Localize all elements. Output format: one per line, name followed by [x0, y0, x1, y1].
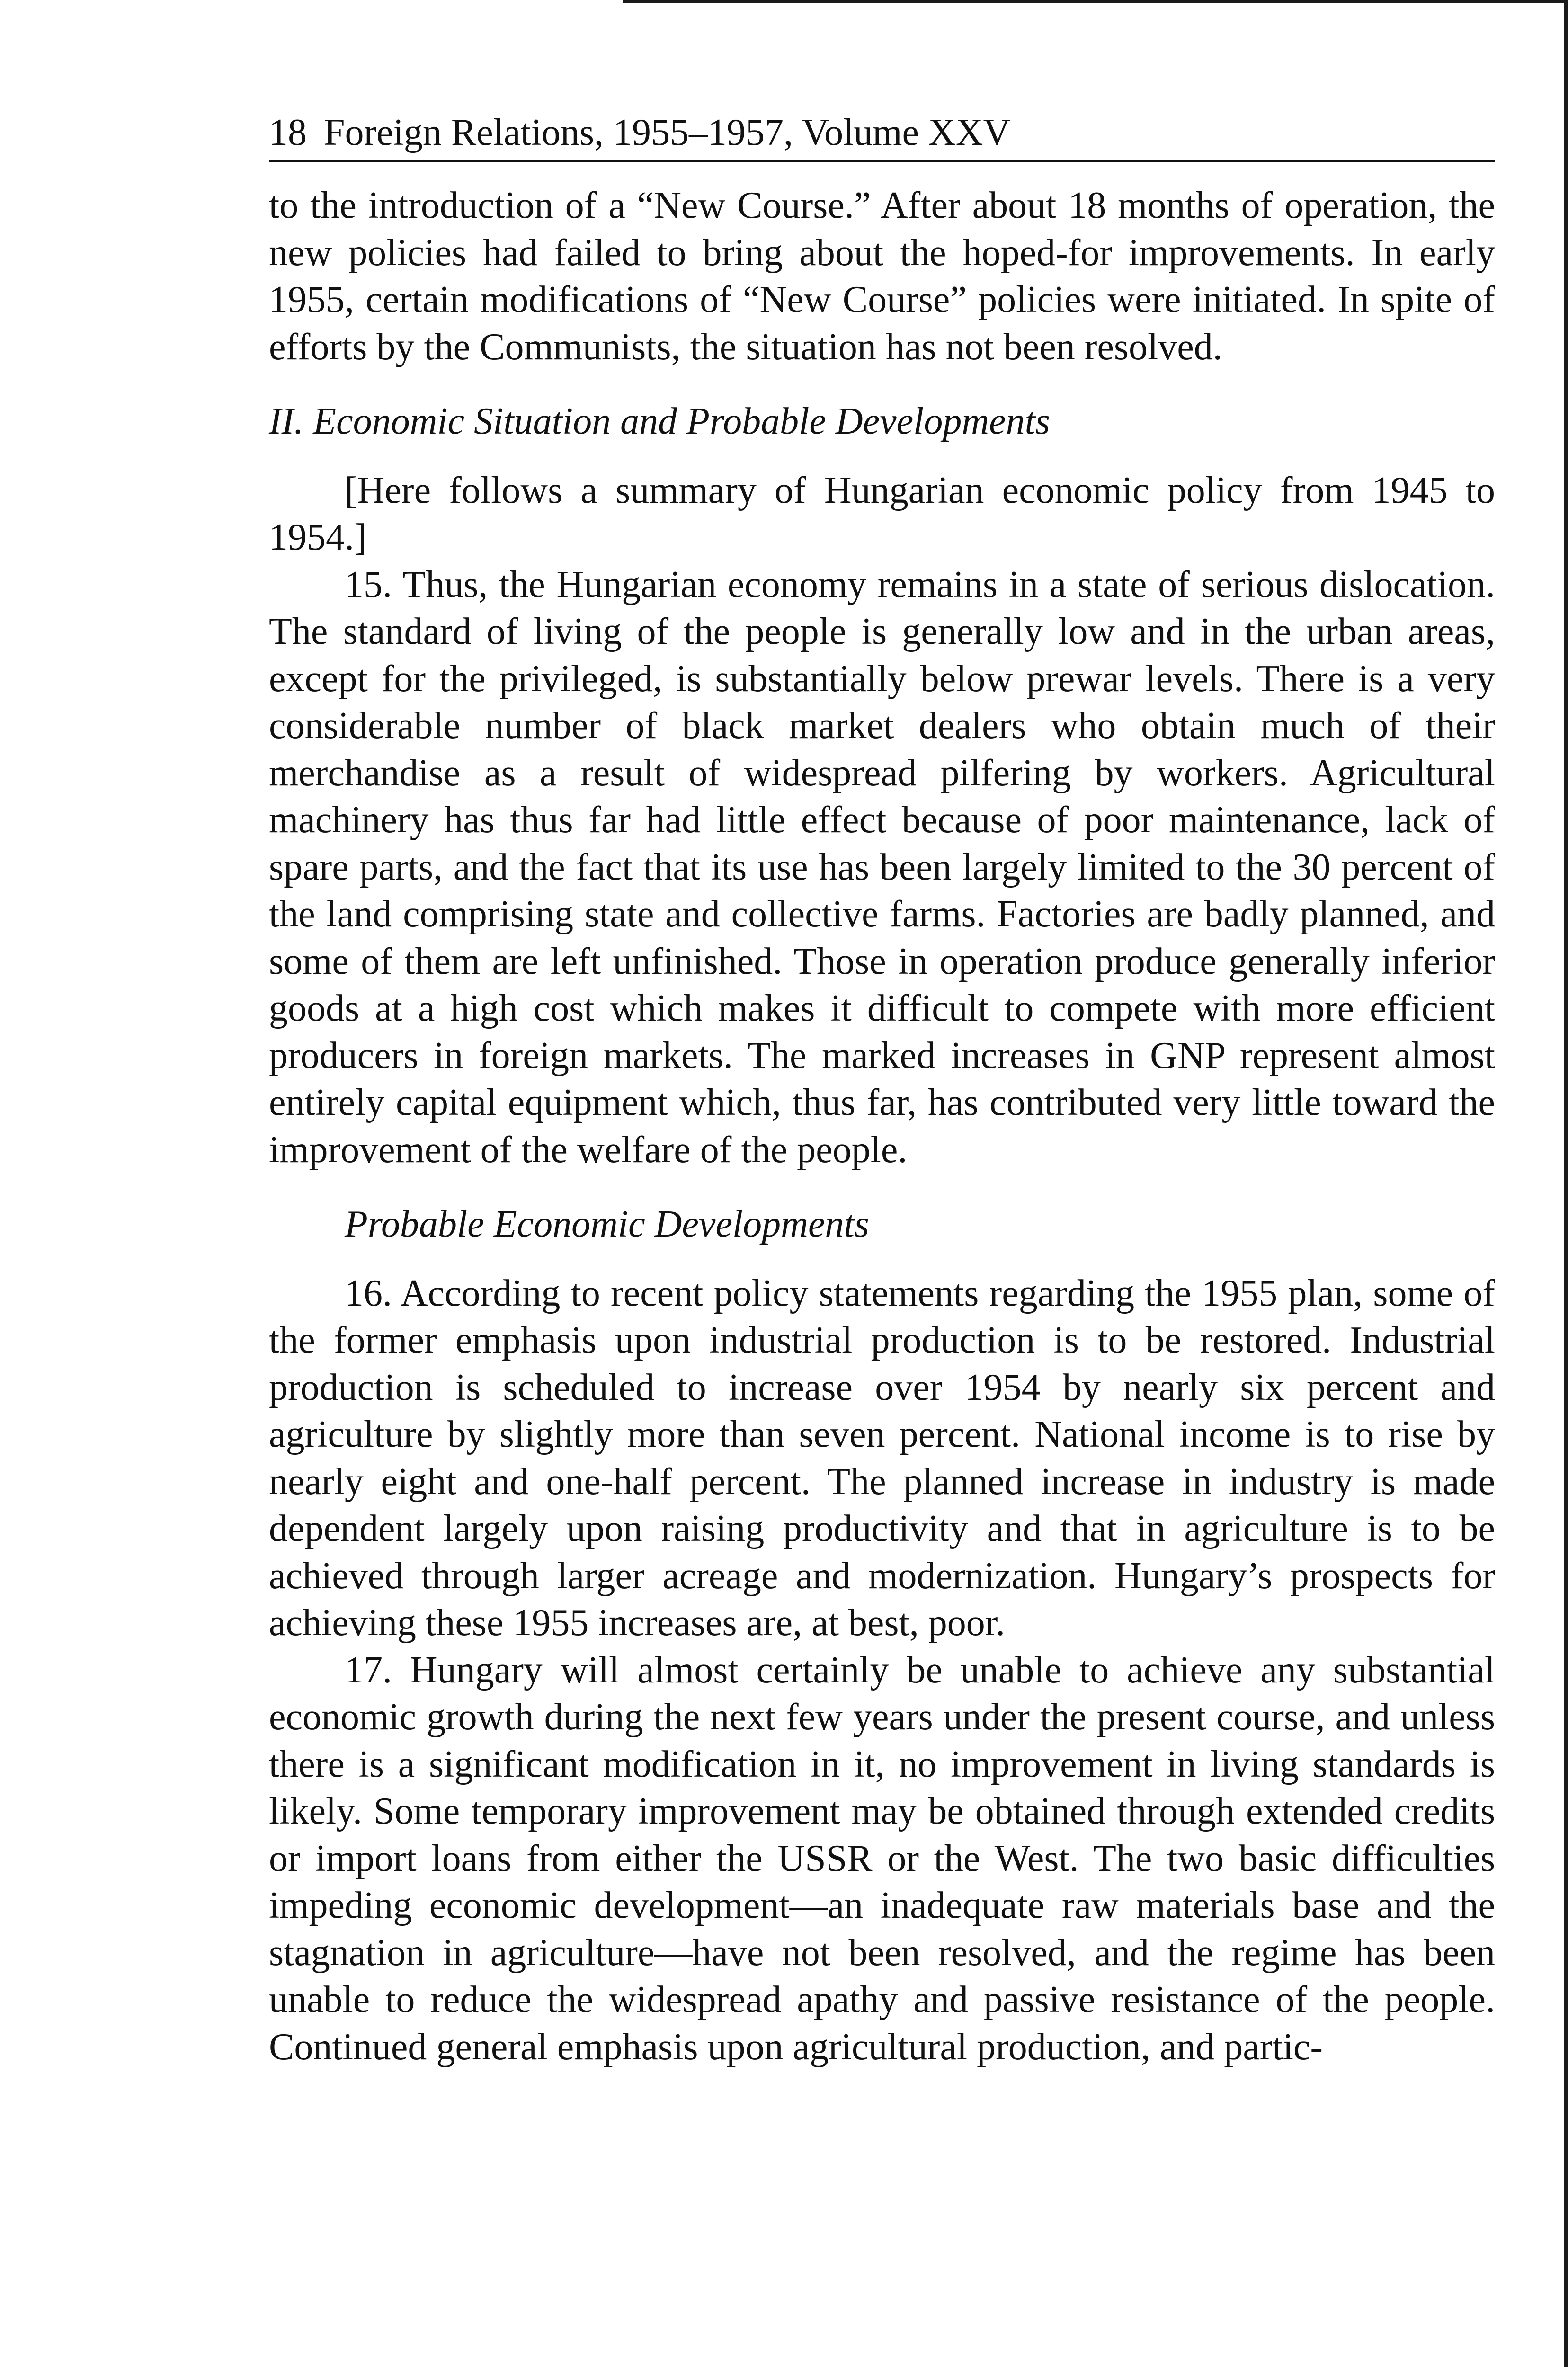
body-text — [269, 182, 1495, 2071]
running-head — [269, 106, 1495, 159]
paragraph-16: 16. According to recent policy statements regarding the 1955 plan, some of the former emphasis upon industrial production is to be restored. Industrial production is scheduled to increase over 1954 by nearly six percent and agriculture by slightly more than seven percent. National income is to rise by nearly eight and one-half percent. The planned increase in industry is made dependent largely upon raising productivity and that in agriculture is to be achieved through larger acreage and modernization. Hungary’s prospects for achieving these 1955 increases are, at best, poor. — [269, 1272, 1495, 1644]
paragraph-editorial-note: [Here follows a summary of Hungarian economic policy from 1945 to 1954.] — [269, 469, 1495, 558]
header-rule — [269, 160, 1495, 162]
scan-edge-top — [623, 0, 1568, 3]
document-page — [269, 106, 1495, 2071]
paragraph-15: 15. Thus, the Hungarian economy remains in a state of serious dislocation. The standard of living of the people is generally low and in the urban areas, except for the privileged, is substantially below prewar levels. There is a very considerable number of black market dealers who obtain much of their merchandise as a result of widespread pilfering by workers. Agricultural machinery has thus far had little effect because of poor maintenance, lack of spare parts, and the fact that its use has been largely limited to the 30 percent of the land comprising state and collective farms. Factories are badly planned, and some of them are left unfinished. Those in operation produce generally inferior goods at a high cost which makes it difficult to compete with more efficient producers in foreign markets. The marked increases in GNP represent almost entirely capital equipment which, thus far, has contributed very little toward the improvement of the welfare of the people. — [269, 563, 1495, 1171]
section-heading-economic-situation: II. Economic Situation and Probable Developments — [269, 400, 1050, 442]
scan-edge-right — [1564, 0, 1568, 2367]
page-number: 18 — [269, 112, 307, 153]
paragraph-continuation: to the introduction of a “New Course.” After about 18 months of operation, the new policies had failed to bring about the hoped-for improvements. In early 1955, certain modifications of “New Course” policies were initiated. In spite of efforts by the Communists, the situation has not been resolved. — [269, 185, 1495, 368]
paragraph-17: 17. Hungary will almost certainly be unable to achieve any substantial economic growth during the next few years under the present course, and unless there is a significant modification in it, no improvement in living standards is likely. Some temporary improvement may be obtained through extended credits or import loans from either the USSR or the West. The two basic difficulties impeding economic development—an inadequate raw materials base and the stagnation in agriculture—have not been resolved, and the regime has been unable to reduce the widespread apathy and passive resistance of the people. Continued general emphasis upon agricultural production, and partic- — [269, 1649, 1495, 2068]
section-heading-probable-developments: Probable Economic Developments — [345, 1203, 869, 1245]
running-title: Foreign Relations, 1955–1957, Volume XXV — [324, 112, 1011, 153]
